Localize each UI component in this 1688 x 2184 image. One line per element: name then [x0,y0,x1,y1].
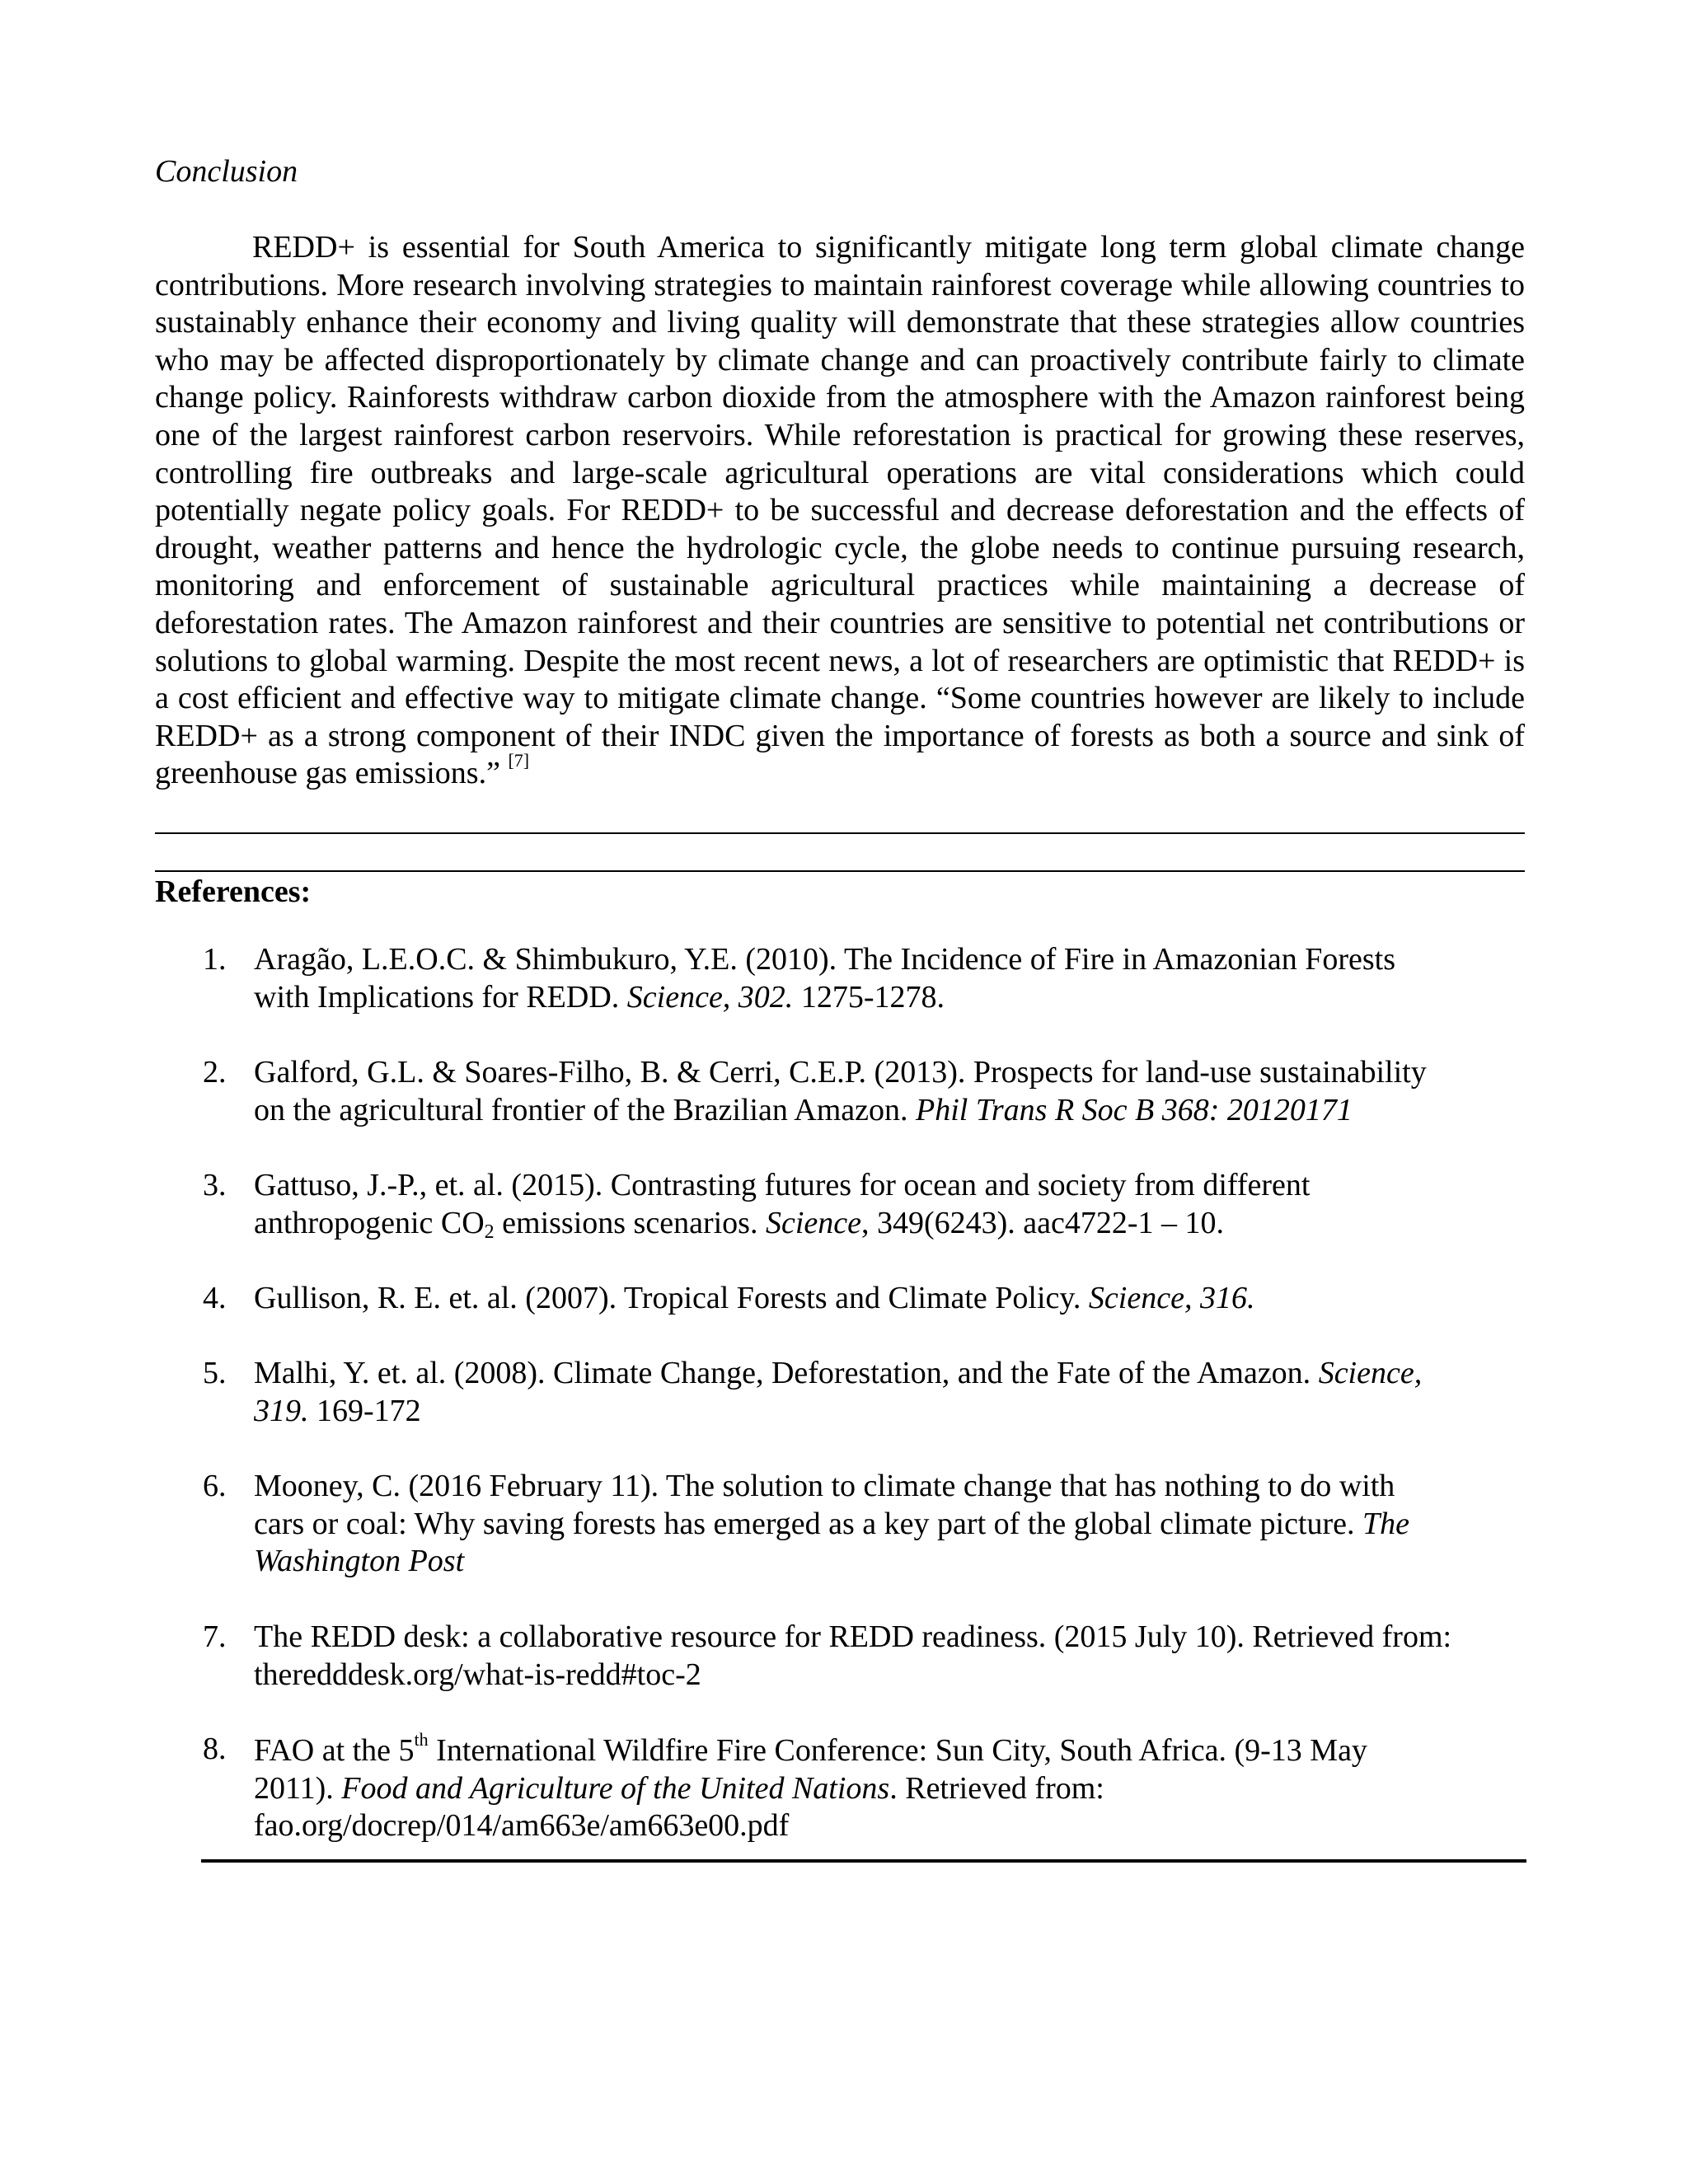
reference-text [254,1167,1540,1242]
reference-segment: with Implications for REDD. [254,979,627,1015]
reference-line [254,1543,1540,1581]
reference-line [254,1468,1540,1506]
journal-title: Science [765,1205,861,1240]
reference-line [254,1280,1540,1318]
conclusion-heading: Conclusion [155,154,298,189]
reference-text [254,1280,1540,1318]
journal-title: Science, 302. [626,979,794,1015]
reference-segment: Mooney, C. (2016 February 11). The solution to climate change that has nothing to do with [254,1469,1395,1503]
reference-text [254,941,1540,1016]
reference-line [254,1355,1540,1393]
reference-segment: 169-172 [308,1393,421,1428]
reference-number: 3. [203,1168,227,1202]
reference-segment: Aragão, L.E.O.C. & Shimbukuro, Y.E. (2010). The Incidence of Fire in Amazonian Forests [254,942,1395,977]
horizontal-divider [155,832,1525,834]
reference-line [254,1657,1540,1694]
journal-title: Phil Trans R Soc B 368: 20120171 [916,1092,1353,1127]
reference-url: theredddesk.org/what-is-redd#toc-2 [254,1657,701,1692]
reference-segment: Gattuso, J.-P., et. al. (2015). Contrasting futures for ocean and society from different [254,1168,1311,1202]
reference-number: 7. [203,1619,227,1654]
bottom-divider [201,1859,1526,1863]
journal-volume: 319. [254,1393,309,1428]
reference-number: 4. [203,1281,227,1315]
publication-name: The [1362,1506,1410,1541]
references-heading: References: [155,874,312,909]
reference-number: 1. [203,942,227,977]
reference-line [254,1619,1540,1657]
reference-text [254,1619,1540,1694]
reference-segment: cars or coal: Why saving forests has emerged as a key part of the global climate picture. [254,1506,1363,1541]
reference-line [254,1054,1540,1092]
reference-segment: Galford, G.L. & Soares-Filho, B. & Cerri, C.E.P. (2013). Prospects for land-use sustainability [254,1055,1427,1090]
publication-name: Washington Post [254,1544,465,1579]
reference-text [254,1054,1540,1129]
journal-title: Science, 316. [1088,1281,1255,1315]
reference-line [254,1167,1540,1205]
conclusion-text: REDD+ is essential for South America to significantly mitigate long term global climate change contributions. More research involving strategies to maintain rainforest coverage while allowing countries to sustainably enhance their economy and living quality will demonstrate that these strategies allow countries who may be affected disproportionately by climate change and can proactively contribute fairly to climate change policy. Rainforests withdraw carbon dioxide from the atmosphere with the Amazon rainforest being one of the largest rainforest carbon reservoirs. While reforestation is practical for growing these reserves, controlling fire outbreaks and large-scale agricultural operations are vital considerations which could potentially negate policy goals. For REDD+ to be successful and decrease deforestation and the effects of drought, weather patterns and hence the hydrologic cycle, the globe needs to continue pursuing research, monitoring and enforcement of sustainable agricultural practices while maintaining a decrease of deforestation rates. The Amazon rainforest and their countries are sensitive to potential net contributions or solutions to global warming. Despite the most recent news, a lot of researchers are optimistic that REDD+ is a cost efficient and effective way to mitigate climate change. “Some countries however are likely to include REDD+ as a strong component of their INDC given the importance of forests as both a source and sink of greenhouse gas emissions.” [155,230,1525,791]
reference-line [254,1807,1540,1845]
reference-line [254,1506,1540,1544]
journal-title: Science, [1318,1356,1423,1390]
reference-segment: 2011). [254,1770,342,1806]
reference-url: fao.org/docrep/014/am663e/am663e00.pdf [254,1808,790,1844]
reference-line [254,1770,1540,1808]
reference-segment: FAO at the 5 [254,1733,415,1768]
reference-text [254,1355,1540,1430]
reference-segment: The REDD desk: a collaborative resource for REDD readiness. (2015 July 10). Retrieved from: [254,1619,1452,1654]
citation-marker: [7] [508,750,530,771]
reference-text [254,1731,1540,1845]
reference-line [254,941,1540,979]
reference-segment: on the agricultural frontier of the Brazilian Amazon. [254,1092,916,1127]
reference-segment: . Retrieved from: [889,1770,1104,1806]
superscript: th [414,1729,429,1750]
reference-line [254,1731,1540,1770]
reference-segment: Malhi, Y. et. al. (2008). Climate Change, Deforestation, and the Fate of the Amazon. [254,1356,1319,1390]
reference-number: 2. [203,1055,227,1090]
reference-text [254,1468,1540,1581]
reference-line [254,979,1540,1017]
reference-number: 6. [203,1469,227,1503]
reference-segment: Gullison, R. E. et. al. (2007). Tropical Forests and Climate Policy. [254,1281,1089,1315]
reference-line [254,1205,1540,1243]
reference-number: 5. [203,1356,227,1390]
reference-segment: anthropogenic CO [254,1205,485,1240]
reference-segment: , 349(6243). aac4722-1 – 10. [860,1205,1225,1240]
subscript: 2 [484,1221,495,1243]
reference-line [254,1393,1540,1431]
reference-segment: emissions scenarios. [494,1205,766,1240]
reference-segment: 1275-1278. [793,979,945,1015]
conclusion-paragraph [155,229,1525,793]
reference-segment: International Wildfire Fire Conference: Sun City, South Africa. (9-13 May [428,1733,1367,1768]
publication-name: Food and Agriculture of the United Nations [341,1770,890,1806]
horizontal-divider [155,870,1525,872]
reference-number: 8. [203,1732,227,1766]
reference-line [254,1092,1540,1130]
